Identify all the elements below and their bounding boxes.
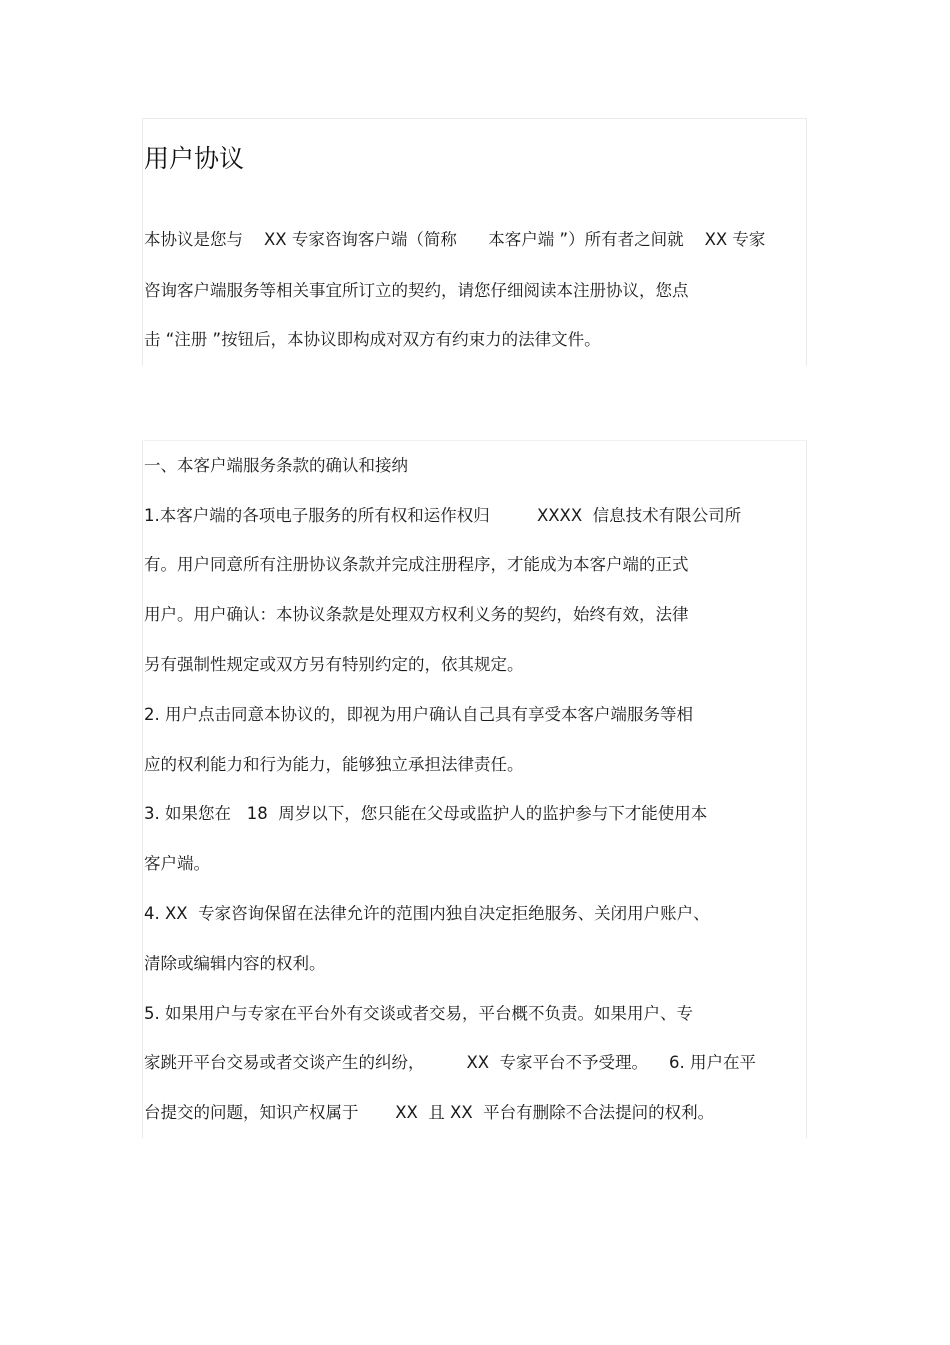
- intro-line: 咨询客户端服务等相关事宜所订立的契约，请您仔细阅读本注册协议，您点: [144, 281, 689, 300]
- terms-section-box: [142, 440, 807, 1138]
- intro-line: 本协议是您与 XX 专家咨询客户端（简称 本客户端 ”）所有者之间就 XX 专家: [144, 230, 766, 249]
- clause-line: 应的权利能力和行为能力，能够独立承担法律责任。: [144, 755, 524, 774]
- section-heading: 一、本客户端服务条款的确认和接纳: [144, 456, 408, 475]
- clause-line: 2. 用户点击同意本协议的，即视为用户确认自己具有享受本客户端服务等相: [144, 705, 693, 724]
- clause-line: 有。用户同意所有注册协议条款并完成注册程序，才能成为本客户端的正式: [144, 555, 689, 574]
- clause-line: 用户。用户确认：本协议条款是处理双方权利义务的契约，始终有效，法律: [144, 605, 689, 624]
- clause-line: 1.本客户端的各项电子服务的所有权和运作权归 XXXX 信息技术有限公司所: [144, 506, 742, 525]
- clause-line: 客户端。: [144, 854, 210, 873]
- clause-line: 清除或编辑内容的权利。: [144, 954, 326, 973]
- clause-line: 另有强制性规定或双方另有特别约定的，依其规定。: [144, 655, 524, 674]
- clause-line: 5. 如果用户与专家在平台外有交谈或者交易，平台概不负责。如果用户、专: [144, 1004, 693, 1023]
- clause-line: 台提交的问题，知识产权属于 XX 且 XX 平台有删除不合法提问的权利。: [144, 1103, 715, 1122]
- clause-line: 家跳开平台交易或者交谈产生的纠纷， XX 专家平台不予受理。 6. 用户在平: [144, 1053, 757, 1072]
- document-title: 用户协议: [144, 144, 245, 173]
- intro-box: [142, 118, 807, 366]
- clause-line: 4. XX 专家咨询保留在法律允许的范围内独自决定拒绝服务、关闭用户账户、: [144, 904, 710, 923]
- intro-line: 击 “注册 ”按钮后，本协议即构成对双方有约束力的法律文件。: [144, 330, 601, 349]
- clause-line: 3. 如果您在 18 周岁以下，您只能在父母或监护人的监护参与下才能使用本: [144, 804, 708, 823]
